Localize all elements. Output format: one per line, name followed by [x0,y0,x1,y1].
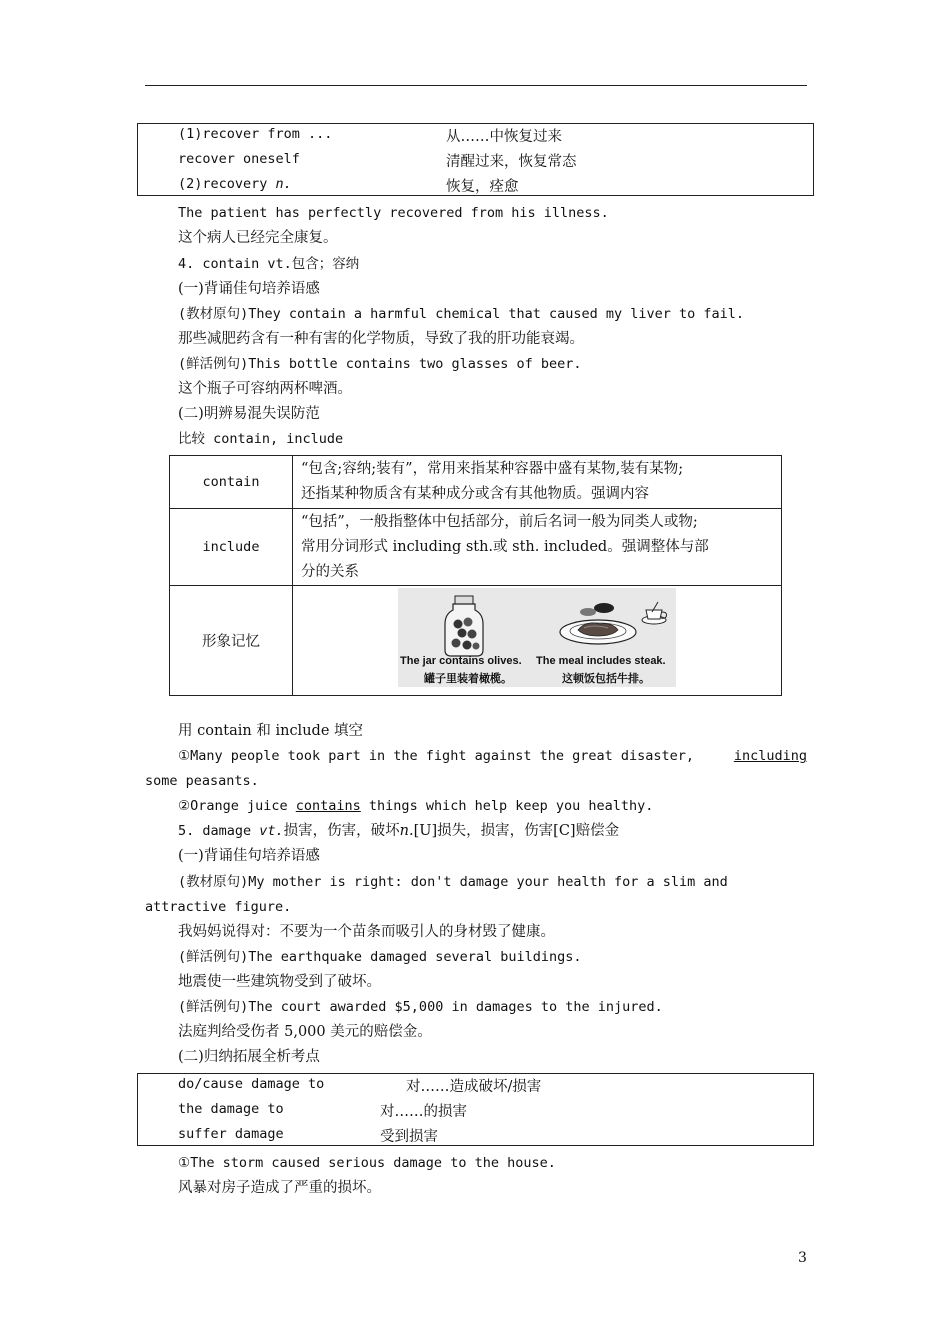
illustration [398,588,676,687]
jar-caption-cn: 罐子里装着橄榄。 [424,673,512,685]
phrase-en: suffer damage [178,1126,284,1142]
table-key: contain [170,456,293,509]
phrase-cn: 清醒过来，恢复常态 [446,154,577,170]
exercise-1-cont: some peasants. [145,773,259,789]
table-key: 形象记忆 [170,586,293,696]
table-value: “包含;容纳;装有”，常用来指某种容器中盛有某物,装有某物; 还指某种物质含有某种成分或含有其他物质。强调内容 [293,456,782,509]
example-en: The patient has perfectly recovered from his illness. [178,205,609,221]
example-en: (教材原句)They contain a harmful chemical that caused my liver to fail. [178,306,745,322]
exercise-1: ①Many people took part in the fight against the great disaster, including [178,748,807,764]
subsection-heading: (二)归纳拓展全析考点 [178,1049,320,1065]
phrase-en: recover oneself [178,151,300,167]
phrase-en: (1)recover from ... [178,126,333,142]
header-rule [145,85,807,86]
phrase-cn: 受到损害 [380,1129,438,1145]
subsection-heading: (一)背诵佳句培养语感 [178,848,320,864]
example-cn: 这个病人已经完全康复。 [178,230,338,246]
phrase-en: (2)recovery n. [178,176,292,192]
steak-meal-icon [560,602,667,644]
answer: including [733,748,807,764]
section-heading: 5. damage vt.损害，伤害，破坏n.[U]损失，损害，伤害[C]赔偿金 [178,823,620,839]
exercise-2: ②Orange juice contains things which help keep you healthy. [178,798,654,814]
jar-caption-en: The jar contains olives. [400,655,522,667]
subsection-heading: (二)明辨易混失误防范 [178,406,320,422]
phrase-cn: 从……中恢复过来 [446,129,562,145]
exercise-title: 用 contain 和 include 填空 [178,723,364,739]
table-value: “包括”，一般指整体中包括部分，前后名词一般为同类人或物; 常用分词形式 including sth.或 sth. included。强调整体与部 分的关系 [293,509,782,586]
olive-jar-icon [445,596,483,656]
example-cn: 地震使一些建筑物受到了破坏。 [178,974,381,990]
example-cn: 法庭判给受伤者 5,000 美元的赔偿金。 [178,1024,432,1040]
example-en: (鲜活例句)This bottle contains two glasses of beer. [178,356,582,372]
table-key: include [170,509,293,586]
compare-heading: 比较 contain, include [178,431,344,447]
answer: contains [295,798,361,814]
example-cn: 那些减肥药含有一种有害的化学物质，导致了我的肝功能衰竭。 [178,331,584,347]
recover-phrase-box [137,123,814,196]
phrase-en: the damage to [178,1101,284,1117]
table-row [170,509,782,586]
phrase-cn: 对……造成破坏/损害 [406,1079,542,1095]
table-row [170,456,782,509]
section-heading: 4. contain vt.包含；容纳 [178,256,360,272]
example-en: (教材原句)My mother is right: don't damage your health for a slim and [178,874,728,890]
phrase-cn: 恢复，痊愈 [446,179,519,195]
example-cn: 这个瓶子可容纳两杯啤酒。 [178,381,352,397]
phrase-en: do/cause damage to [178,1076,325,1092]
example-en: (鲜活例句)The earthquake damaged several buildings. [178,949,582,965]
example-cn: 风暴对房子造成了严重的损坏。 [178,1180,381,1196]
example-en: ①The storm caused serious damage to the house. [178,1155,556,1171]
example-cn: 我妈妈说得对：不要为一个苗条而吸引人的身材毁了健康。 [178,924,555,940]
subsection-heading: (一)背诵佳句培养语感 [178,281,320,297]
damage-phrase-box [137,1073,814,1146]
phrase-cn: 对……的损害 [380,1104,467,1120]
meal-caption-cn: 这顿饭包括牛排。 [562,673,650,685]
meal-caption-en: The meal includes steak. [536,655,666,667]
example-en: (鲜活例句)The court awarded $5,000 in damages to the injured. [178,999,663,1015]
page-number: 3 [798,1250,807,1266]
example-en-cont: attractive figure. [145,899,292,915]
